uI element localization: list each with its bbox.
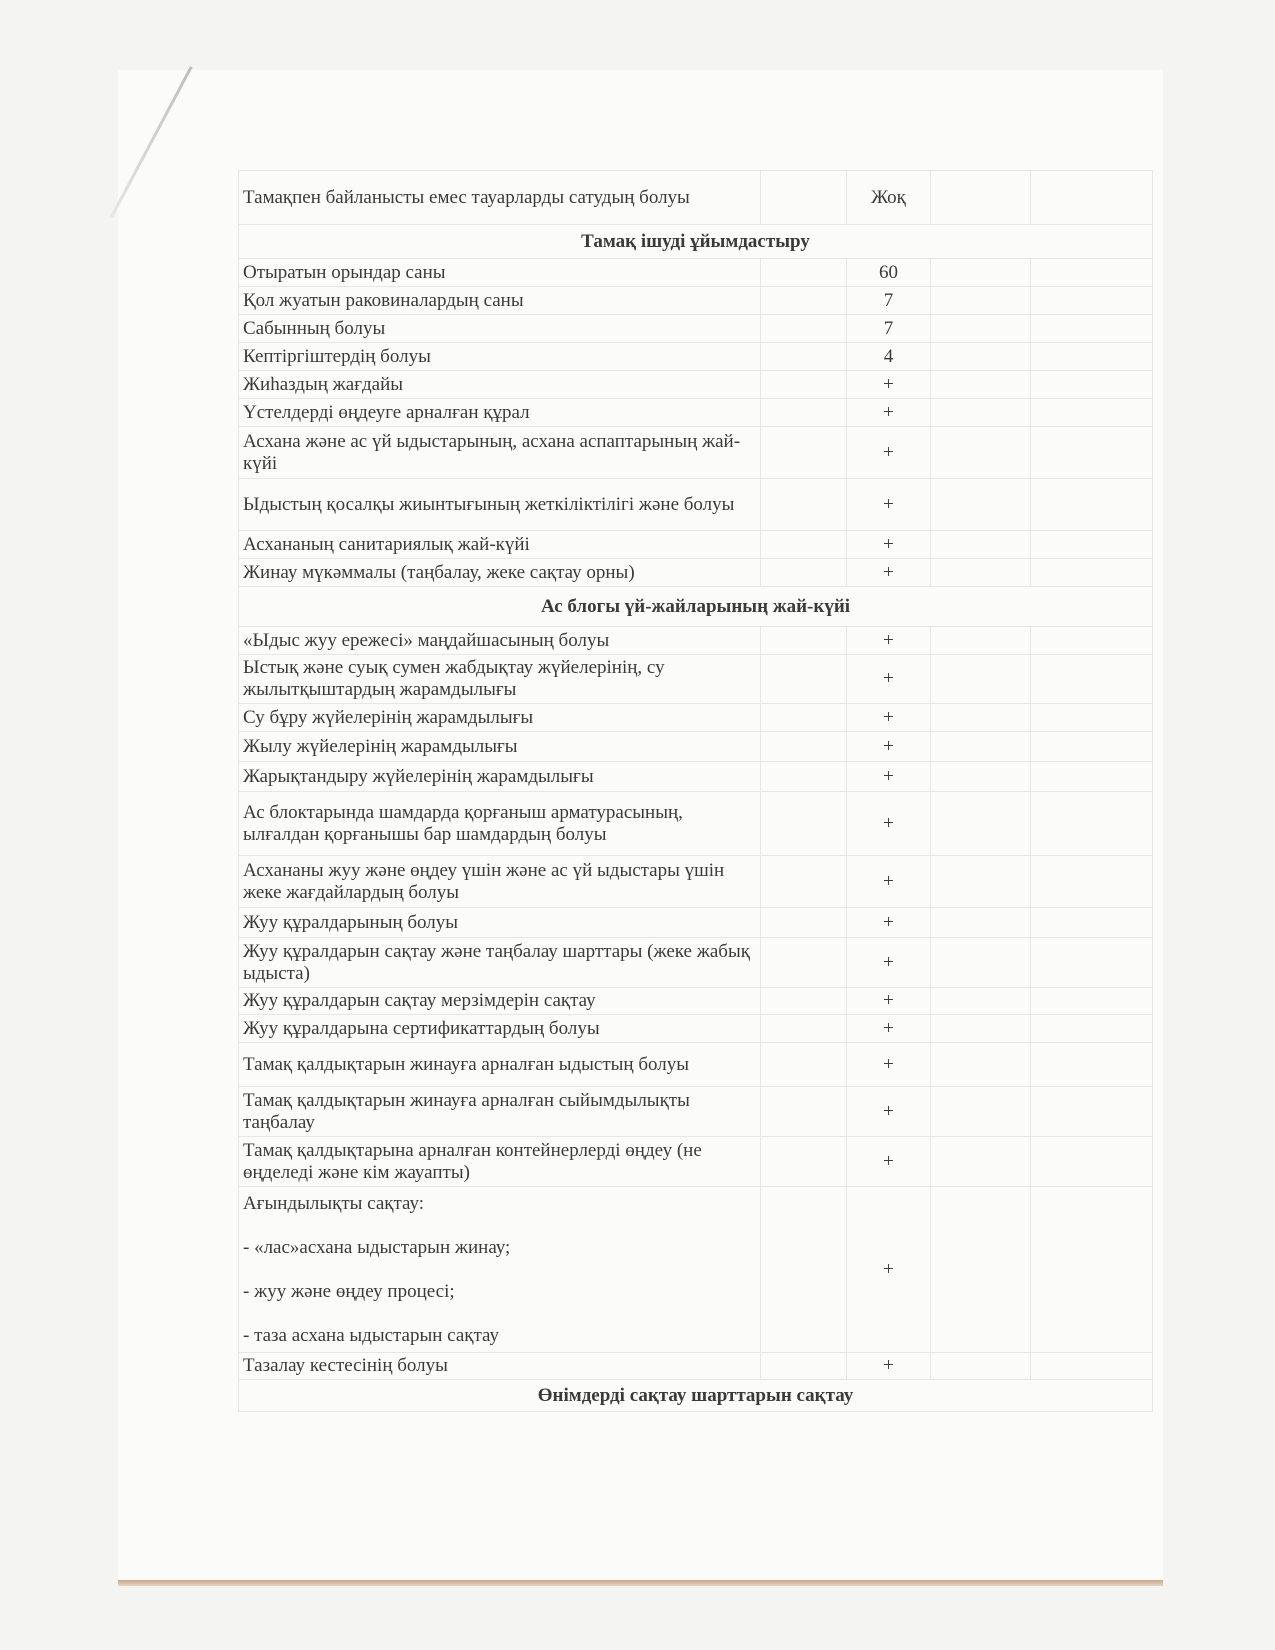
criterion-name: Ыстық және суық сумен жабдықтау жүйелерінің, су жылытқыштардың жарамдылығы [239, 655, 761, 704]
empty-cell [931, 938, 1031, 988]
criterion-value: Жоқ [847, 171, 931, 225]
empty-cell [931, 399, 1031, 427]
criterion-value: + [847, 1137, 931, 1187]
empty-cell [761, 171, 847, 225]
empty-cell [761, 427, 847, 479]
criterion-name: Тамақ қалдықтарына арналған контейнерлерді өңдеу (не өңделеді және кім жауапты) [239, 1137, 761, 1187]
empty-cell [931, 704, 1031, 732]
criterion-value: + [847, 627, 931, 655]
criterion-name: Кептіргіштердің болуы [239, 343, 761, 371]
empty-cell [1031, 792, 1153, 856]
table-row [239, 1043, 1153, 1087]
empty-cell [931, 1087, 1031, 1137]
empty-cell [761, 1015, 847, 1043]
empty-cell [931, 559, 1031, 587]
empty-cell [931, 988, 1031, 1015]
inspection-table-body [239, 171, 1153, 1412]
empty-cell [931, 371, 1031, 399]
empty-cell [761, 479, 847, 531]
empty-cell [761, 1187, 847, 1353]
criterion-name: Тамақ қалдықтарын жинауға арналған ыдыстың болуы [239, 1043, 761, 1087]
criterion-name: Жуу құралдарын сақтау және таңбалау шарттары (жеке жабық ыдыста) [239, 938, 761, 988]
empty-cell [1031, 988, 1153, 1015]
criterion-value: + [847, 371, 931, 399]
empty-cell [761, 908, 847, 938]
empty-cell [931, 315, 1031, 343]
empty-cell [931, 792, 1031, 856]
empty-cell [761, 259, 847, 287]
empty-cell [931, 1043, 1031, 1087]
empty-cell [1031, 627, 1153, 655]
criterion-name: Асхананың санитариялық жай-күйі [239, 531, 761, 559]
empty-cell [761, 1353, 847, 1380]
desk-edge [118, 1580, 1163, 1586]
criterion-name: Тазалау кестесінің болуы [239, 1353, 761, 1380]
table-row [239, 792, 1153, 856]
empty-cell [761, 1087, 847, 1137]
criterion-value: + [847, 399, 931, 427]
empty-cell [1031, 1187, 1153, 1353]
empty-cell [761, 1137, 847, 1187]
criterion-value: + [847, 1187, 931, 1353]
empty-cell [1031, 1137, 1153, 1187]
empty-cell [761, 938, 847, 988]
table-row [239, 343, 1153, 371]
table-row [239, 762, 1153, 792]
empty-cell [931, 1353, 1031, 1380]
criterion-value: 4 [847, 343, 931, 371]
criterion-value: + [847, 1043, 931, 1087]
empty-cell [1031, 1087, 1153, 1137]
empty-cell [1031, 908, 1153, 938]
section-title: Тамақ ішуді ұйымдастыру [239, 225, 1153, 259]
criterion-value: + [847, 938, 931, 988]
criterion-value: + [847, 479, 931, 531]
empty-cell [761, 856, 847, 908]
criterion-name: «Ыдыс жуу ережесі» маңдайшасының болуы [239, 627, 761, 655]
empty-cell [1031, 762, 1153, 792]
table-row [239, 287, 1153, 315]
empty-cell [931, 343, 1031, 371]
criterion-name: Су бұру жүйелерінің жарамдылығы [239, 704, 761, 732]
empty-cell [931, 856, 1031, 908]
table-row [239, 908, 1153, 938]
empty-cell [761, 732, 847, 762]
empty-cell [931, 908, 1031, 938]
criterion-value: + [847, 427, 931, 479]
empty-cell [931, 1137, 1031, 1187]
table-row [239, 259, 1153, 287]
criterion-value: + [847, 792, 931, 856]
empty-cell [761, 792, 847, 856]
criterion-name: Қол жуатын раковиналардың саны [239, 287, 761, 315]
empty-cell [1031, 343, 1153, 371]
section-header-row [239, 225, 1153, 259]
table-row [239, 655, 1153, 704]
empty-cell [761, 399, 847, 427]
empty-cell [761, 762, 847, 792]
criterion-value: + [847, 655, 931, 704]
table-row [239, 559, 1153, 587]
criterion-value: + [847, 1087, 931, 1137]
table-row [239, 1015, 1153, 1043]
empty-cell [931, 627, 1031, 655]
inspection-table [238, 170, 1153, 1412]
criterion-name: Ағындылықты сақтау: - «лас»асхана ыдыстарын жинау; - жуу және өңдеу процесі; - таза асхана ыдыстарын сақтау [239, 1187, 761, 1353]
table-row [239, 704, 1153, 732]
table-row [239, 856, 1153, 908]
empty-cell [1031, 171, 1153, 225]
empty-cell [761, 343, 847, 371]
criterion-name: Тамақ қалдықтарын жинауға арналған сыйымдылықты таңбалау [239, 1087, 761, 1137]
empty-cell [1031, 704, 1153, 732]
criterion-name: Жуу құралдарының болуы [239, 908, 761, 938]
empty-cell [931, 1187, 1031, 1353]
section-title: Өнімдерді сақтау шарттарын сақтау [239, 1380, 1153, 1412]
table-row [239, 938, 1153, 988]
criterion-name: Асхананы жуу және өңдеу үшін және ас үй ыдыстары үшін жеке жағдайлардың болуы [239, 856, 761, 908]
table-row [239, 1353, 1153, 1380]
table-row [239, 1087, 1153, 1137]
empty-cell [1031, 559, 1153, 587]
table-row [239, 479, 1153, 531]
empty-cell [931, 427, 1031, 479]
criterion-value: + [847, 908, 931, 938]
empty-cell [1031, 1015, 1153, 1043]
table-row [239, 1137, 1153, 1187]
criterion-value: 7 [847, 287, 931, 315]
criterion-name: Ас блоктарында шамдарда қорғаныш арматурасының, ылғалдан қорғанышы бар шамдардың болуы [239, 792, 761, 856]
criterion-value: 7 [847, 315, 931, 343]
empty-cell [1031, 371, 1153, 399]
criterion-name: Отыратын орындар саны [239, 259, 761, 287]
empty-cell [1031, 427, 1153, 479]
criterion-name: Жуу құралдарын сақтау мерзімдерін сақтау [239, 988, 761, 1015]
empty-cell [761, 315, 847, 343]
empty-cell [931, 479, 1031, 531]
empty-cell [931, 762, 1031, 792]
empty-cell [761, 559, 847, 587]
empty-cell [931, 287, 1031, 315]
empty-cell [931, 732, 1031, 762]
criterion-name: Жуу құралдарына сертификаттардың болуы [239, 1015, 761, 1043]
empty-cell [761, 704, 847, 732]
criterion-name: Жылу жүйелерінің жарамдылығы [239, 732, 761, 762]
criterion-name: Жарықтандыру жүйелерінің жарамдылығы [239, 762, 761, 792]
criterion-value: + [847, 856, 931, 908]
empty-cell [931, 531, 1031, 559]
empty-cell [1031, 399, 1153, 427]
empty-cell [1031, 856, 1153, 908]
empty-cell [931, 655, 1031, 704]
criterion-value: + [847, 732, 931, 762]
criterion-value: + [847, 704, 931, 732]
empty-cell [931, 1015, 1031, 1043]
empty-cell [931, 171, 1031, 225]
table-row [239, 399, 1153, 427]
empty-cell [1031, 655, 1153, 704]
criterion-value: + [847, 559, 931, 587]
empty-cell [761, 627, 847, 655]
criterion-name: Асхана және ас үй ыдыстарының, асхана аспаптарының жай-күйі [239, 427, 761, 479]
criterion-value: + [847, 531, 931, 559]
criterion-name: Үстелдерді өңдеуге арналған құрал [239, 399, 761, 427]
criterion-value: + [847, 988, 931, 1015]
empty-cell [761, 371, 847, 399]
table-row [239, 371, 1153, 399]
empty-cell [1031, 479, 1153, 531]
empty-cell [931, 259, 1031, 287]
table-row [239, 315, 1153, 343]
table-row [239, 1187, 1153, 1353]
empty-cell [1031, 531, 1153, 559]
criterion-name: Жиһаздың жағдайы [239, 371, 761, 399]
empty-cell [1031, 259, 1153, 287]
section-title: Ас блогы үй-жайларының жай-күйі [239, 587, 1153, 627]
empty-cell [1031, 938, 1153, 988]
table-row [239, 427, 1153, 479]
criterion-name: Тамақпен байланысты емес тауарларды сатудың болуы [239, 171, 761, 225]
criterion-name: Сабынның болуы [239, 315, 761, 343]
empty-cell [761, 531, 847, 559]
criterion-name: Ыдыстың қосалқы жиынтығының жеткіліктілігі және болуы [239, 479, 761, 531]
table-row [239, 627, 1153, 655]
empty-cell [1031, 732, 1153, 762]
criterion-value: 60 [847, 259, 931, 287]
empty-cell [1031, 287, 1153, 315]
section-header-row [239, 1380, 1153, 1412]
empty-cell [761, 988, 847, 1015]
empty-cell [761, 287, 847, 315]
table-row [239, 171, 1153, 225]
section-header-row [239, 587, 1153, 627]
table-row [239, 732, 1153, 762]
empty-cell [1031, 1353, 1153, 1380]
criterion-value: + [847, 762, 931, 792]
criterion-value: + [847, 1015, 931, 1043]
empty-cell [1031, 315, 1153, 343]
empty-cell [1031, 1043, 1153, 1087]
table-row [239, 531, 1153, 559]
empty-cell [761, 1043, 847, 1087]
criterion-name: Жинау мүкәммалы (таңбалау, жеке сақтау орны) [239, 559, 761, 587]
table-row [239, 988, 1153, 1015]
criterion-value: + [847, 1353, 931, 1380]
empty-cell [761, 655, 847, 704]
